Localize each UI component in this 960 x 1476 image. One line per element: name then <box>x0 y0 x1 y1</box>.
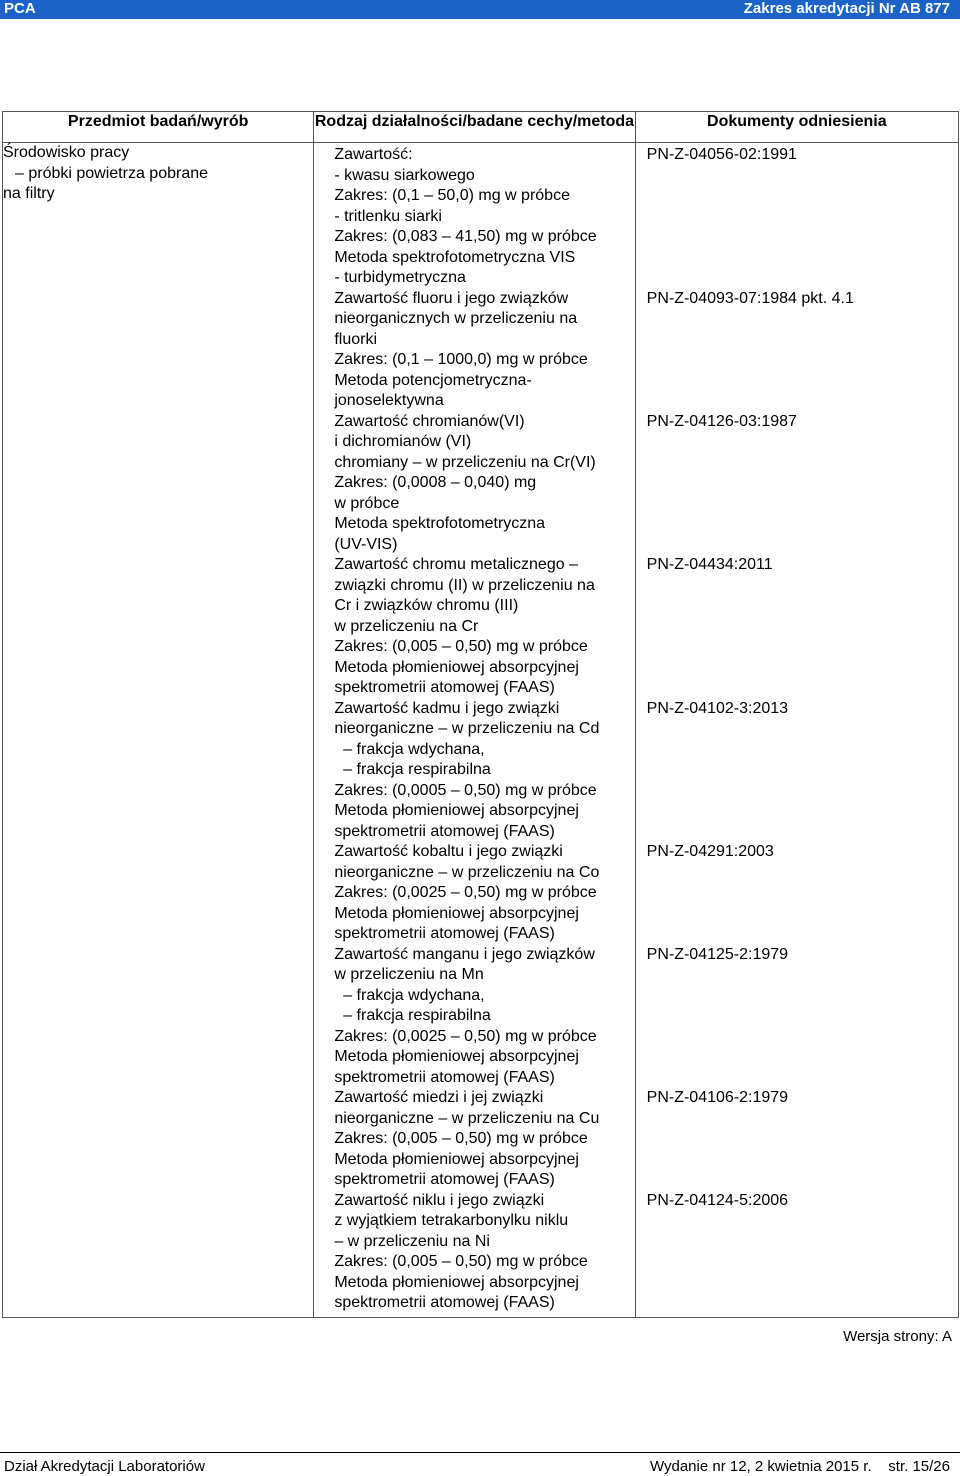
method-line: Zawartość niklu i jego związki <box>334 1191 545 1209</box>
reference-document: PN-Z-04125-2:1979 <box>646 945 789 963</box>
method-line: spektrometrii atomowej (FAAS) <box>334 1171 555 1188</box>
method-block <box>314 412 634 556</box>
method-line: – frakcja respirabilna <box>334 1007 491 1024</box>
method-line: Zawartość fluoru i jego związków <box>334 289 569 307</box>
header-right-label: Zakres akredytacji Nr AB 877 <box>743 0 950 17</box>
method-block <box>314 842 634 945</box>
method-line: i dichromianów (VI) <box>334 433 472 450</box>
reference-document: PN-Z-04102-3:2013 <box>646 699 789 717</box>
method-line: Zawartość chromu metalicznego – <box>334 556 578 573</box>
method-line: Zawartość kadmu i jego związki <box>334 699 560 717</box>
footer-left: Dział Akredytacji Laboratoriów <box>4 1458 205 1475</box>
documents-cell <box>635 143 958 1318</box>
method-line: Zakres: (0,005 – 0,50) mg w próbce <box>334 1130 588 1147</box>
method-line: Zakres: (0,005 – 0,50) mg w próbce <box>334 638 588 655</box>
method-line: nieorganiczne – w przeliczeniu na Co <box>334 863 600 881</box>
footer-right: Wydanie nr 12, 2 kwietnia 2015 r. str. 15/26 <box>649 1458 950 1475</box>
method-line: - turbidymetryczna <box>334 269 466 286</box>
method-line: w przeliczeniu na Cr <box>334 617 479 635</box>
method-line: Zakres: (0,083 – 41,50) mg w próbce <box>334 228 597 245</box>
method-line: Zawartość manganu i jego związków <box>334 945 595 963</box>
method-line: spektrometrii atomowej (FAAS) <box>334 822 555 840</box>
method-line: fluorki <box>334 330 377 348</box>
top-header-bar <box>0 0 960 19</box>
method-line: Metoda płomieniowej absorpcyjnej <box>334 1048 579 1065</box>
method-line: Zawartość kobaltu i jego związki <box>334 843 563 860</box>
method-line: z wyjątkiem tetrakarbonylku niklu <box>334 1212 569 1229</box>
method-line: spektrometrii atomowej (FAAS) <box>334 679 555 696</box>
method-line: - kwasu siarkowego <box>334 166 475 184</box>
method-line: Metoda płomieniowej absorpcyjnej <box>334 658 579 676</box>
table-header-row <box>3 112 959 143</box>
method-line: Zakres: (0,0025 – 0,50) mg w próbce <box>334 1027 597 1045</box>
header-subject: Przedmiot badań/wyrób <box>3 112 314 143</box>
header-left-label: PCA <box>4 0 36 17</box>
subject-line: na filtry <box>3 185 55 202</box>
method-line: – frakcja wdychana, <box>334 740 485 758</box>
method-line: Metoda płomieniowej absorpcyjnej <box>334 904 579 922</box>
method-line: Metoda płomieniowej absorpcyjnej <box>334 802 579 819</box>
method-line: chromiany – w przeliczeniu na Cr(VI) <box>334 453 596 471</box>
reference-document: PN-Z-04124-5:2006 <box>646 1191 789 1209</box>
method-line: Zakres: (0,005 – 0,50) mg w próbce <box>334 1253 588 1270</box>
method-line: Metoda płomieniowej absorpcyjnej <box>334 1273 579 1291</box>
reference-document: PN-Z-04126-03:1987 <box>646 412 797 430</box>
method-block <box>314 699 634 843</box>
subject-cell <box>3 143 314 1318</box>
header-method: Rodzaj działalności/badane cechy/metoda <box>314 112 635 143</box>
method-line: Cr i związków chromu (III) <box>334 597 519 614</box>
method-line: – frakcja respirabilna <box>334 761 491 778</box>
method-line: Zakres: (0,0005 – 0,50) mg w próbce <box>334 781 597 799</box>
method-line: Zakres: (0,0025 – 0,50) mg w próbce <box>334 884 597 901</box>
method-line: Metoda płomieniowej absorpcyjnej <box>334 1150 579 1168</box>
method-line: – frakcja wdychana, <box>334 986 485 1004</box>
method-line: (UV-VIS) <box>334 535 398 553</box>
method-line: Zakres: (0,1 – 1000,0) mg w próbce <box>334 351 588 368</box>
reference-document: PN-Z-04106-2:1979 <box>646 1089 789 1106</box>
version-label: Wersja strony: A <box>843 1328 952 1345</box>
method-cell <box>314 143 635 1318</box>
method-line: Zawartość miedzi i jej związki <box>334 1089 544 1106</box>
method-line: w przeliczeniu na Mn <box>334 966 484 983</box>
method-line: nieorganiczne – w przeliczeniu na Cu <box>334 1109 600 1127</box>
reference-document: PN-Z-04056-02:1991 <box>646 146 797 163</box>
reference-document: PN-Z-04434:2011 <box>646 556 773 573</box>
table-body-row <box>3 143 959 1318</box>
header-documents: Dokumenty odniesienia <box>635 112 958 143</box>
method-block <box>314 945 634 1089</box>
method-block <box>314 289 634 412</box>
method-line: Zawartość chromianów(VI) <box>334 412 525 430</box>
method-line: Zakres: (0,1 – 50,0) mg w próbce <box>334 187 570 204</box>
method-line: spektrometrii atomowej (FAAS) <box>334 925 555 942</box>
method-line: spektrometrii atomowej (FAAS) <box>334 1294 555 1311</box>
method-block <box>314 555 634 699</box>
subject-line: – próbki powietrza pobrane <box>15 164 209 182</box>
method-line: związki chromu (II) w przeliczeniu na <box>334 576 595 594</box>
accreditation-table <box>2 111 959 1318</box>
method-line: - tritlenku siarki <box>334 207 442 225</box>
method-line: jonoselektywna <box>334 392 444 409</box>
footer-divider <box>0 1452 960 1453</box>
method-line: – w przeliczeniu na Ni <box>334 1232 490 1250</box>
method-line: w próbce <box>334 494 400 512</box>
method-line: Metoda spektrofotometryczna <box>334 515 546 532</box>
reference-document: PN-Z-04291:2003 <box>646 843 774 860</box>
method-line: Metoda potencjometryczna- <box>334 371 532 389</box>
method-line: nieorganiczne – w przeliczeniu na Cd <box>334 720 600 737</box>
method-line: Zakres: (0,0008 – 0,040) mg <box>334 474 537 491</box>
method-block <box>314 145 634 289</box>
subject-line: Środowisko pracy <box>3 144 130 161</box>
method-block <box>314 1191 634 1314</box>
method-line: nieorganicznych w przeliczeniu na <box>334 310 578 327</box>
method-line: Metoda spektrofotometryczna VIS <box>334 248 576 266</box>
method-line: spektrometrii atomowej (FAAS) <box>334 1068 555 1086</box>
method-block <box>314 1088 634 1191</box>
method-line: Zawartość: <box>334 146 413 163</box>
reference-document: PN-Z-04093-07:1984 pkt. 4.1 <box>646 289 854 307</box>
